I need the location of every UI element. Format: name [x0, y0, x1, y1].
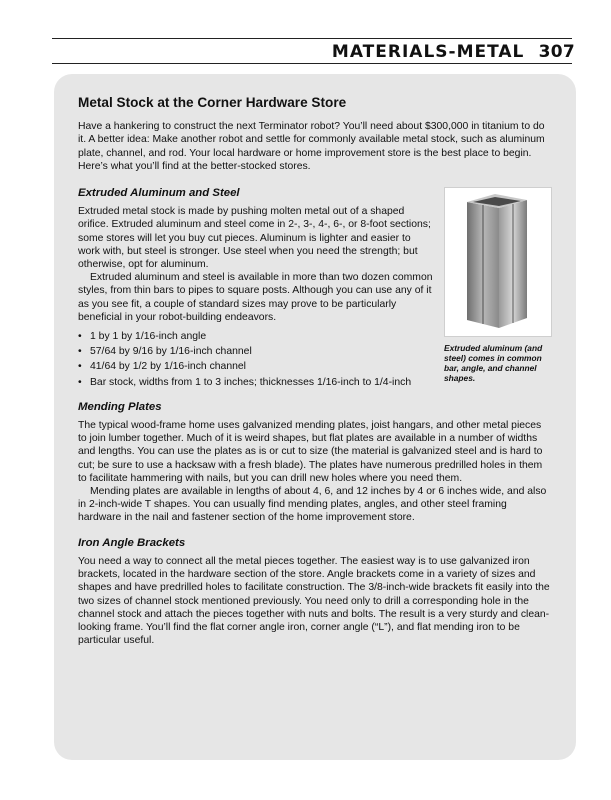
box-title: Metal Stock at the Corner Hardware Store	[78, 95, 347, 110]
section-heading-mending: Mending Plates	[78, 400, 162, 413]
page-number: 307	[538, 42, 575, 62]
extruded-section	[78, 187, 552, 389]
list-item: • 57/64 by 9/16 by 1/16-inch channel	[78, 345, 434, 358]
paragraph: Extruded aluminum and steel is available in more than two dozen common styles, from thin bars to pipes to square posts. Although you can use any of it as you see fit, a couple of standard sizes may prove to be particularly beneficial in your robot-building endeavors.	[78, 272, 433, 323]
paragraph: You need a way to connect all the metal pieces together. The easiest way is to use galvanized iron brackets, located in the hardware section of the store. Angle brackets come in a variety of sizes and shapes and have predrilled holes to facilitate construction. The 3/8-inch-wide brackets fit easily into the two sizes of channel stock mentioned previously. You need only to drill a corresponding hole in the channel stock and attach the pieces together with nuts and bolts. The result is a very sturdy and clean-looking frame. You’ll find the flat corner angle iron, corner angle (“L”), and flat mending iron to be particular useful.	[78, 555, 550, 647]
sidebar-content	[78, 96, 552, 647]
paragraph: The typical wood-frame home uses galvanized mending plates, joist hangars, and other metal pieces to join lumber together. Much of it is weird shapes, but flat plates are available in a number of widths and lengths. You can use the plates as is or cut to size (the material is galvanized steel and is hard to cut; be sure to use a hacksaw with a fresh blade). The plates have numerous predrilled holes in them to facilitate hammering with nails, but you can drill new holes where you need them.	[78, 420, 543, 484]
paragraph: Extruded metal stock is made by pushing molten metal out of a shaped orifice. Extruded aluminum and steel come in 2-, 3-, 4-, 6-, or 8-foot sections; some stores will let you buy cut pieces. Aluminum is lighter and easier to work with, but steel is stronger. Use steel when you need the strength; but otherwise, opt for aluminum.	[78, 206, 431, 271]
section-heading-extruded: Extruded Aluminum and Steel	[78, 187, 240, 200]
extruded-post-image	[444, 187, 552, 337]
section-heading-brackets: Iron Angle Brackets	[78, 536, 186, 549]
list-item: • 41/64 by 1/2 by 1/16-inch channel	[78, 360, 434, 373]
header-rule-top	[52, 38, 572, 39]
list-item: • Bar stock, widths from 1 to 3 inches; thicknesses 1/16-inch to 1/4-inch	[78, 376, 434, 389]
intro-paragraph: Have a hankering to construct the next Terminator robot? You’ll need about $300,000 in titanium to do it. A better idea: Make another robot and settle for commonly available metal stock, such as aluminum plate, channel, and rod. Your local hardware or home improvement store is the best place to begin. Here’s what you’ll find at the better-stocked stores.	[78, 121, 545, 172]
figure-caption: Extruded aluminum (and steel) comes in common bar, angle, and channel shapes.	[444, 343, 543, 384]
list-item: • 1 by 1 by 1/16-inch angle	[78, 330, 434, 343]
running-header	[332, 42, 575, 62]
paragraph: Mending plates are available in lengths of about 4, 6, and 12 inches by 4 or 6 inches wide, and also in 2-inch-wide T shapes. You can usually find mending plates, angles, and other steel framing hardware in the nail and fastener section of the home improvement store.	[78, 486, 547, 524]
figure	[444, 187, 552, 383]
bullet-list	[78, 330, 434, 389]
header-rule-bottom	[52, 63, 572, 64]
section-title: MATERIALS-METAL	[331, 42, 525, 62]
